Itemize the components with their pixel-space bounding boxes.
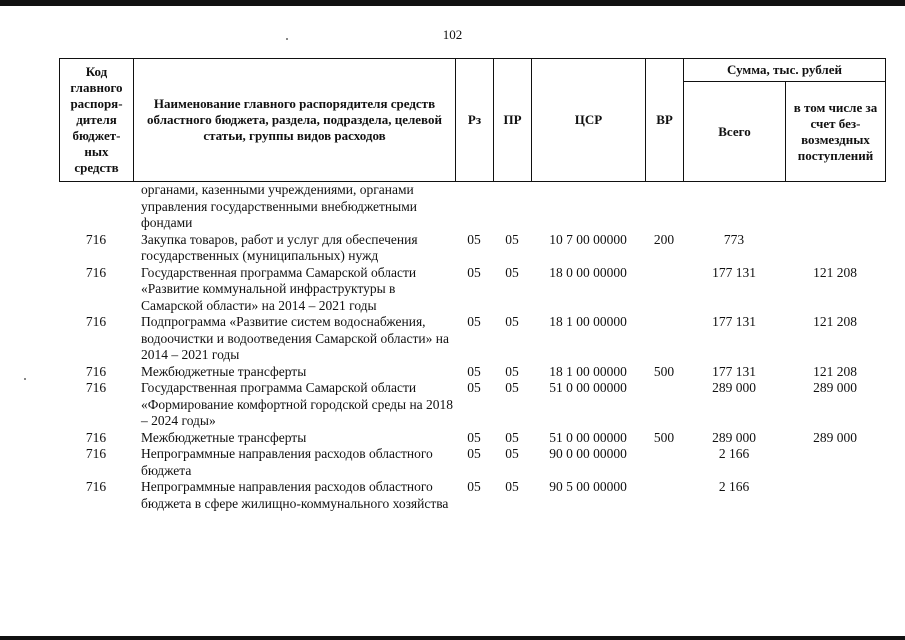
- cell-vsego: [683, 182, 785, 232]
- table-row: [59, 430, 885, 447]
- cell-vr: [645, 265, 683, 315]
- cell-kod: 716: [85, 264, 107, 280]
- table-row: [59, 364, 885, 381]
- cell-name: Непрограммные направления расходов областного бюджета: [141, 446, 433, 478]
- header-summa: Сумма, тыс. рублей: [684, 59, 886, 82]
- cell-pr: 05: [505, 429, 519, 445]
- cell-vsego: 289 000: [712, 380, 756, 395]
- table-row: [59, 446, 885, 479]
- cell-vtch: [785, 446, 885, 479]
- header-vtch: в том числе за счет без-возмездных поступлений: [786, 82, 886, 182]
- cell-name: Подпрограмма «Развитие систем водоснабжения, водоочистки и водоотведения Самарской области» на 2014 – 2021 годы: [141, 314, 449, 362]
- cell-rz: 05: [467, 264, 481, 280]
- cell-vr: 500: [653, 363, 675, 379]
- table-body: [59, 182, 885, 512]
- cell-csr: 90 0 00 00000: [549, 446, 627, 461]
- cell-kod: 716: [85, 314, 107, 329]
- cell-pr: 05: [505, 380, 519, 395]
- cell-vtch: [785, 479, 885, 512]
- cell-vtch: 289 000: [813, 429, 857, 445]
- table-row: [59, 232, 885, 265]
- cell-rz: 05: [467, 231, 481, 247]
- cell-vtch: 121 208: [813, 363, 857, 379]
- cell-pr: [493, 182, 531, 232]
- scan-speck: [286, 38, 288, 40]
- cell-vr: [645, 182, 683, 232]
- cell-vr: [645, 314, 683, 364]
- cell-vtch: [785, 232, 885, 265]
- cell-name: Государственная программа Самарской области «Развитие коммунальной инфраструктуры в Самарской области» на 2014 – 2021 годы: [141, 264, 417, 313]
- bottom-border: [0, 636, 905, 640]
- cell-rz: 05: [467, 363, 481, 379]
- cell-vtch: 121 208: [813, 264, 857, 280]
- header-pr: ПР: [494, 59, 532, 182]
- cell-kod: 716: [85, 446, 107, 461]
- cell-vsego: 177 131: [712, 314, 756, 329]
- cell-vsego: 2 166: [718, 479, 750, 494]
- header-vr: ВР: [646, 59, 684, 182]
- cell-rz: 05: [467, 314, 481, 329]
- cell-csr: 18 1 00 00000: [549, 314, 627, 329]
- cell-vsego: 773: [723, 231, 745, 247]
- header-name: Наименование главного распорядителя средств областного бюджета, раздела, подраздела, целевой статьи, группы видов расходов: [134, 59, 456, 182]
- cell-pr: 05: [505, 363, 519, 379]
- cell-vtch: 121 208: [813, 314, 857, 329]
- cell-csr: 51 0 00 00000: [549, 429, 627, 445]
- cell-pr: 05: [505, 314, 519, 329]
- cell-name: Закупка товаров, работ и услуг для обеспечения государственных (муниципальных) нужд: [141, 231, 418, 263]
- cell-rz: 05: [467, 380, 481, 395]
- cell-vsego: 177 131: [712, 264, 756, 280]
- cell-kod: 716: [85, 231, 107, 247]
- cell-vr: 500: [653, 429, 675, 445]
- cell-kod: 716: [85, 429, 107, 445]
- cell-csr: 51 0 00 00000: [549, 380, 627, 395]
- table-row: [59, 479, 885, 512]
- cell-csr: 10 7 00 00000: [549, 231, 627, 247]
- table-row: [59, 380, 885, 430]
- cell-rz: 05: [467, 446, 481, 461]
- cell-vtch: [785, 182, 885, 232]
- cell-name: Государственная программа Самарской области «Формирование комфортной городской среды на 2018 – 2024 годы»: [141, 380, 454, 428]
- cell-vtch: 289 000: [813, 380, 857, 395]
- table-row: [59, 265, 885, 315]
- cell-vr: [645, 446, 683, 479]
- cell-csr: 18 1 00 00000: [549, 363, 627, 379]
- cell-name: Непрограммные направления расходов областного бюджета в сфере жилищно-коммунального хозяйства: [141, 479, 449, 511]
- cell-rz: 05: [467, 479, 481, 494]
- cell-csr: [531, 182, 645, 232]
- header-rz: Рз: [456, 59, 494, 182]
- cell-kod: 716: [85, 363, 107, 379]
- table-row: [59, 314, 885, 364]
- cell-rz: [455, 182, 493, 232]
- top-border: [0, 0, 905, 6]
- cell-vsego: 289 000: [712, 429, 756, 445]
- cell-rz: 05: [467, 429, 481, 445]
- scan-speck: [24, 378, 26, 380]
- header-kod: Код главного распоря-дителя бюджет-ных средств: [60, 59, 134, 182]
- cell-pr: 05: [505, 264, 519, 280]
- cell-vr: [645, 479, 683, 512]
- cell-pr: 05: [505, 231, 519, 247]
- cell-vsego: 2 166: [718, 446, 750, 461]
- cell-kod: 716: [85, 380, 107, 395]
- cell-pr: 05: [505, 446, 519, 461]
- table-header: [59, 58, 886, 182]
- cell-vsego: 177 131: [712, 363, 756, 379]
- cell-vr: [645, 380, 683, 430]
- cell-name: органами, казенными учреждениями, органами управления государственными внебюджетными фондами: [141, 182, 417, 230]
- cell-csr: 90 5 00 00000: [549, 479, 627, 494]
- header-csr: ЦСР: [532, 59, 646, 182]
- cell-name: Межбюджетные трансферты: [141, 363, 307, 379]
- cell-name: Межбюджетные трансферты: [141, 429, 307, 445]
- cell-pr: 05: [505, 479, 519, 494]
- cell-vr: 200: [653, 231, 675, 247]
- cell-kod: [59, 182, 133, 232]
- cell-kod: 716: [85, 479, 107, 494]
- table-row: [59, 182, 885, 232]
- header-vsego: Всего: [684, 82, 786, 182]
- page-number: 102: [442, 27, 463, 42]
- cell-csr: 18 0 00 00000: [549, 264, 627, 280]
